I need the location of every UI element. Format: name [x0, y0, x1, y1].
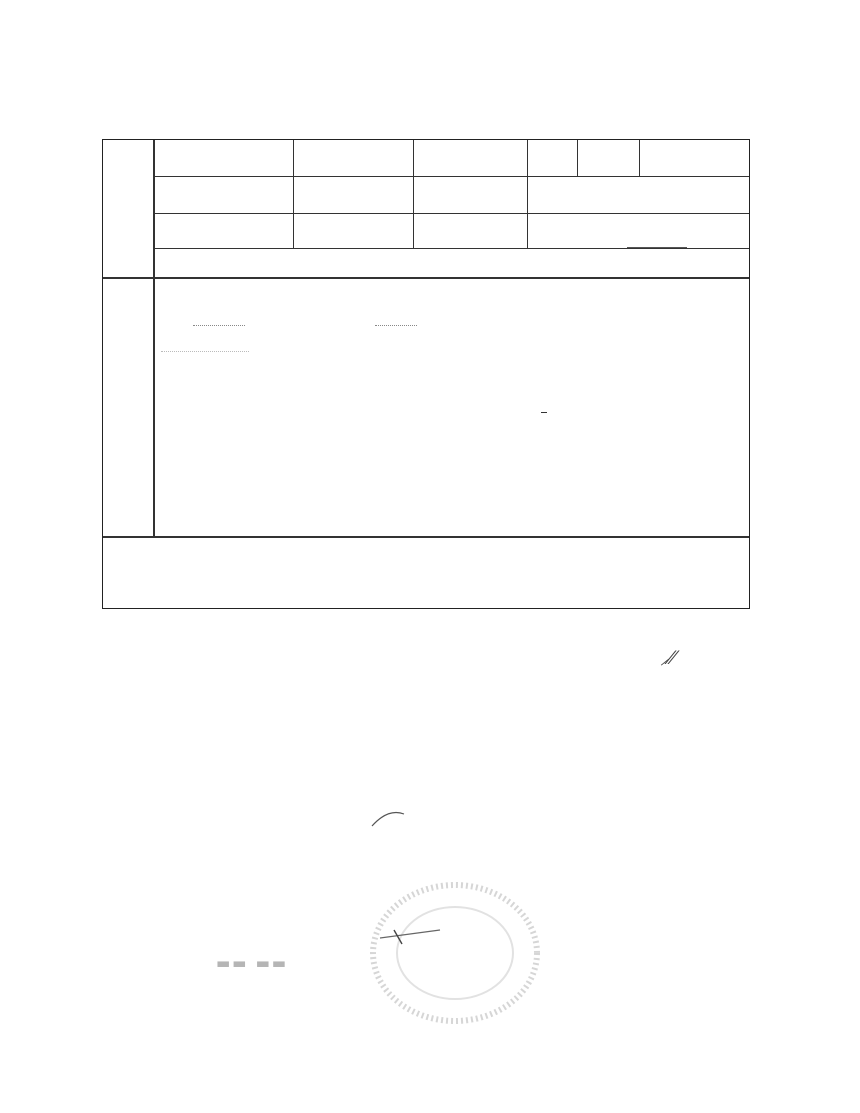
birth-label [153, 176, 293, 213]
signature-stroke: ⸝⁄⁄ [660, 648, 676, 669]
phone-redaction-mark [627, 247, 687, 248]
passport-label [413, 176, 527, 213]
address-label [153, 248, 293, 277]
content-paragraph-3 [161, 416, 749, 442]
occupation-value [293, 213, 413, 248]
occupation-label [153, 213, 293, 248]
content-paragraph-4 [161, 470, 749, 496]
content-paragraph-1 [161, 308, 749, 360]
gender-value [527, 140, 577, 176]
notary-seal-icon [360, 878, 550, 1028]
declaration-form [102, 139, 750, 609]
birth-value [293, 176, 413, 213]
footer-statement [103, 537, 749, 609]
stamp-fragment-icon: ▬▬ ▬▬ [216, 954, 288, 972]
gender-label [413, 140, 527, 176]
name-label [153, 140, 293, 176]
nationality-value [639, 140, 749, 176]
phone-label [413, 213, 527, 248]
divider-declarant [103, 277, 749, 279]
content-paragraph-2 [161, 364, 749, 416]
nationality-label [577, 140, 639, 176]
witness-pen-stroke [370, 806, 410, 830]
